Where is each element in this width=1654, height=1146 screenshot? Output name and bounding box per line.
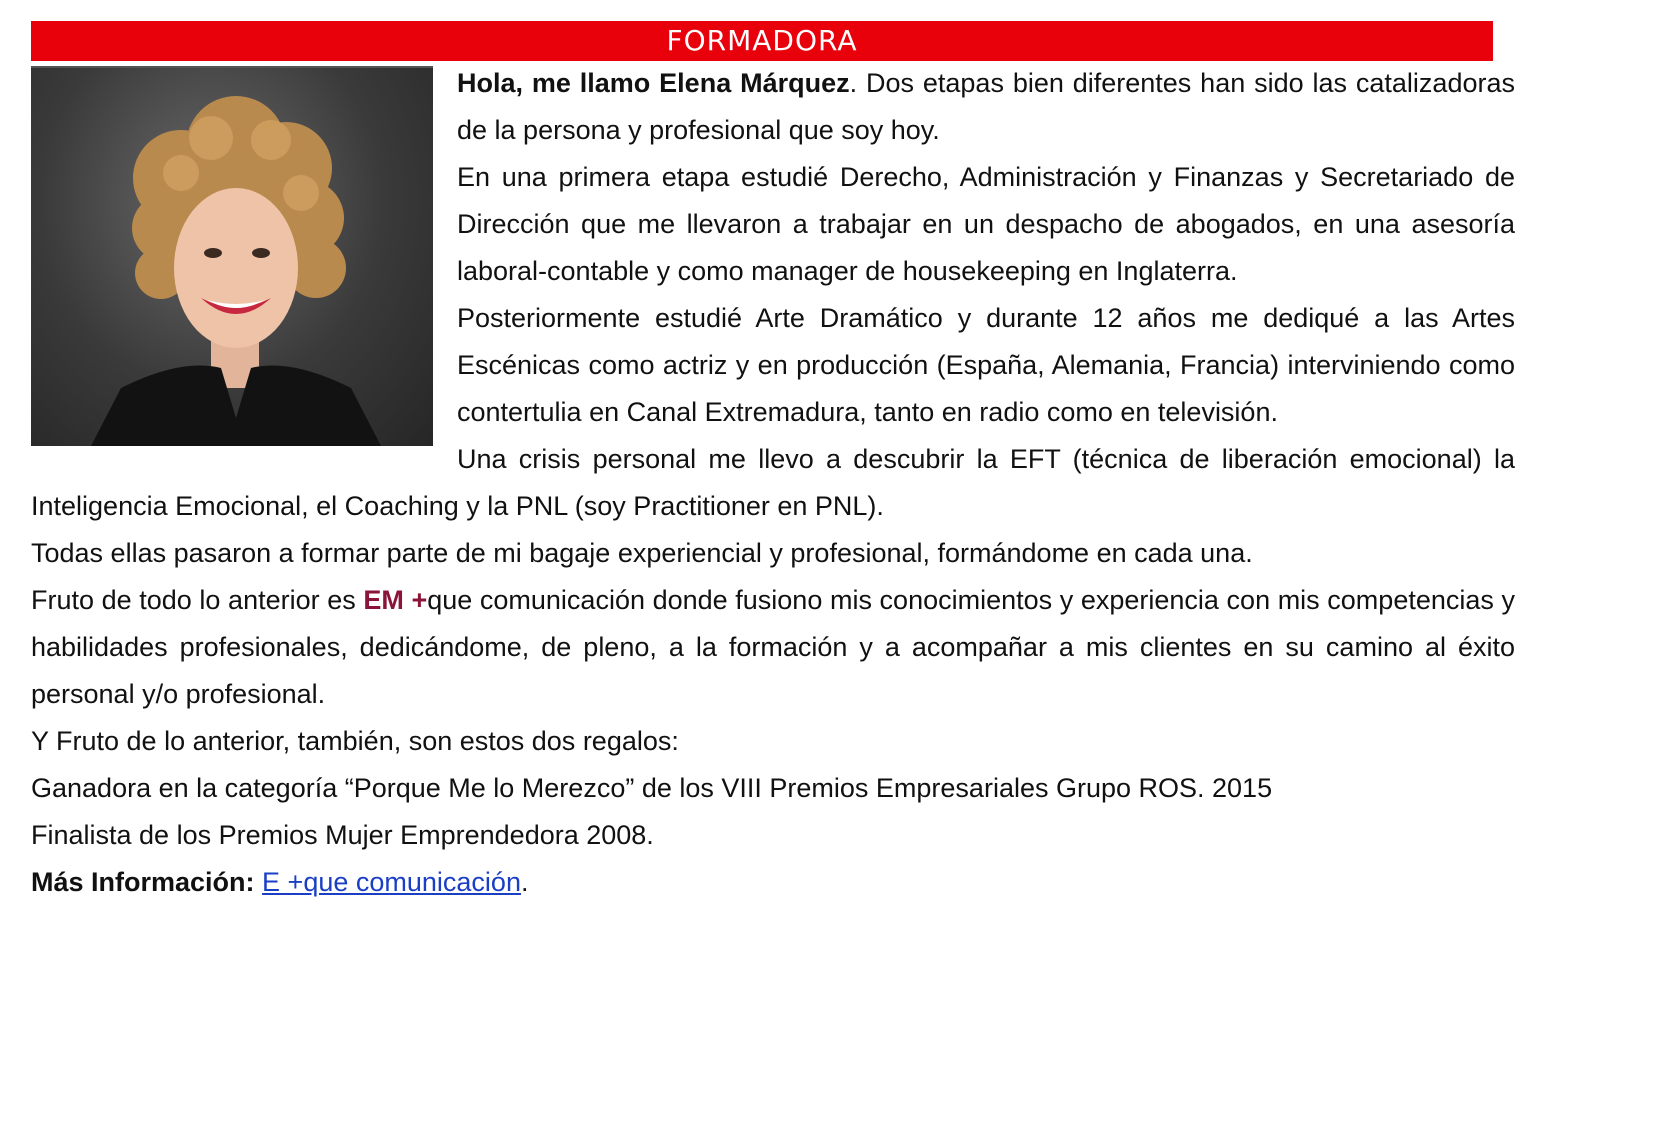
brand-name: EM + (363, 585, 428, 615)
bio-paragraph-6 (31, 577, 1515, 718)
more-info-tail: . (520, 867, 529, 897)
banner-title: FORMADORA (666, 24, 858, 57)
award-2: Finalista de los Premios Mujer Emprendedora 2008. (31, 820, 654, 850)
bio-paragraph-4: Una crisis personal me llevo a descubrir la EFT (técnica de liberación emocional) la Inteligencia Emocional, el Coaching y la PNL (soy Practitioner en PNL). (31, 444, 1515, 521)
bio-text (31, 60, 1515, 906)
greeting: Hola, me llamo Elena Márquez (457, 68, 850, 98)
section-banner (31, 21, 1493, 61)
bio-paragraph-3: Posteriormente estudié Arte Dramático y durante 12 años me dediqué a las Artes Escénicas como actriz y en producción (España, Alemania, Francia) interviniendo como contertulia en Canal Extremadura, tanto en radio como en televisión. (457, 303, 1515, 427)
more-info (31, 859, 1515, 906)
photo-spacer (31, 60, 457, 472)
company-link[interactable]: E +que comunicación (262, 867, 521, 897)
p6-post: que comunicación donde fusiono mis conocimientos y experiencia con mis competencias y habilidades profesionales, dedicándome, de pleno, a la formación y a acompañar a mis clientes en su camino al éxito personal y/o profesional. (31, 585, 1515, 709)
award-1: Ganadora en la categoría “Porque Me lo Merezco” de los VIII Premios Empresariales Grupo ROS. 2015 (31, 773, 1273, 803)
bio-paragraph-5: Todas ellas pasaron a formar parte de mi bagaje experiencial y profesional, formándome en cada una. (31, 538, 1253, 568)
bio-paragraph-7: Y Fruto de lo anterior, también, son estos dos regalos: (31, 726, 679, 756)
bio-paragraph-2: En una primera etapa estudié Derecho, Administración y Finanzas y Secretariado de Dirección que me llevaron a trabajar en un despacho de abogados, en una asesoría laboral-contable y como manager de housekeeping en Inglaterra. (457, 162, 1515, 286)
intro-text: . Dos etapas bien diferentes han sido las catalizadoras de la persona y profesional que soy hoy. (457, 68, 1515, 145)
more-info-label: Más Información: (31, 867, 255, 897)
p6-pre: Fruto de todo lo anterior es (31, 585, 364, 615)
